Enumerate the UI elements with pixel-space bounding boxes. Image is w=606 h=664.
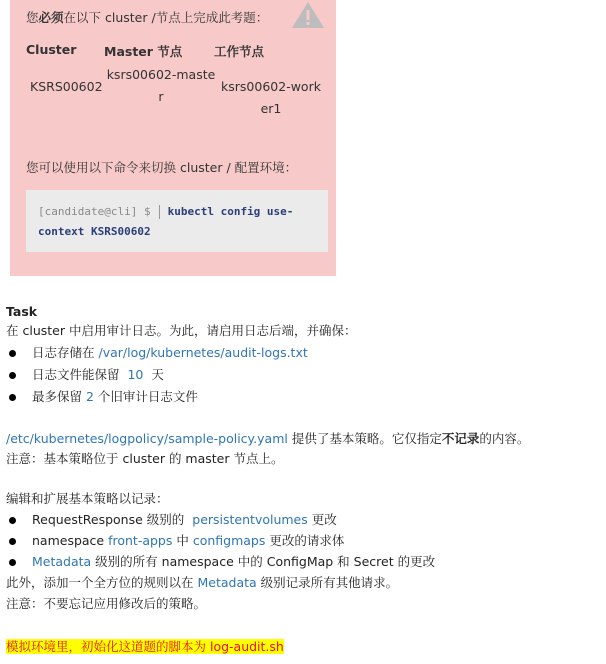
metadata-level: Metadata [32, 554, 92, 569]
simulation-note [6, 638, 284, 656]
extra-rule [6, 574, 398, 592]
col-worker: 工作节点 [214, 44, 265, 59]
command-box[interactable] [26, 190, 328, 252]
list-item [6, 532, 344, 550]
list-item-text: RequestResponse 级别的 [32, 512, 189, 527]
list-item [6, 388, 198, 406]
bullet-icon [9, 372, 16, 379]
pv-resource: persistentvolumes [192, 512, 308, 527]
bullet-icon [9, 350, 16, 357]
divider [159, 205, 160, 219]
warning-icon [290, 0, 326, 30]
col-cluster: Cluster [26, 42, 77, 57]
policy-text: 提供了基本策略。它仅指定 [287, 431, 442, 446]
policy-bold: 不记录 [441, 431, 480, 446]
extra-rule-text-end: 级别记录所有其他请求。 [256, 575, 399, 590]
master-value [106, 64, 216, 108]
worker-value-line2: er1 [260, 101, 282, 116]
list-item [6, 344, 308, 362]
notice-heading-post: 在以下 cluster /节点上完成此考题： [63, 10, 269, 25]
master-value-line1: ksrs00602-maste [106, 67, 216, 82]
list-item [6, 511, 337, 529]
shell-prompt: [candidate@cli] $ [38, 205, 151, 218]
list-item-text: 个旧审计日志文件 [93, 389, 198, 404]
worker-value-line1: ksrs00602-work [221, 79, 321, 94]
extend-heading: 编辑和扩展基本策略以记录： [6, 491, 169, 506]
bullet-icon [9, 538, 16, 545]
task-intro: 在 cluster 中启用审计日志。为此，请启用日志后端，并确保： [6, 323, 357, 338]
max-age-value: 10 [127, 367, 144, 382]
col-master: Master 节点 [104, 44, 183, 59]
simulation-note-text: 模拟环境里，初始化这道题的脚本为 log-audit.sh [6, 639, 284, 654]
list-item-text: 级别的所有 namespace 中的 ConfigMap 和 Secret 的更改 [91, 554, 436, 569]
list-item-text: 日志存储在 [32, 345, 99, 360]
max-backup-value: 2 [85, 389, 94, 404]
configmaps-resource: configmaps [192, 533, 266, 548]
task-title: Task [6, 304, 38, 319]
list-item-text: 最多保留 [32, 389, 86, 404]
policy-text-end: 的内容。 [479, 431, 530, 446]
list-item-text: 更改 [307, 512, 337, 527]
list-item [6, 553, 435, 571]
policy-path: /etc/kubernetes/logpolicy/sample-policy.yaml [6, 431, 288, 446]
note-master: 注意：基本策略位于 cluster 的 master 节点上。 [6, 451, 284, 466]
command-line1: kubectl config use- [167, 205, 294, 218]
notice-heading [26, 8, 268, 26]
list-item-text: 中 [172, 533, 193, 548]
notice-heading-pre: 您 [26, 10, 39, 25]
cluster-value: KSRS00602 [30, 79, 103, 94]
note-apply: 注意：不要忘记应用修改后的策略。 [6, 596, 207, 611]
worker-value [216, 76, 326, 120]
extra-rule-text: 此外，添加一个全方位的规则以在 [6, 575, 198, 590]
command-line2: context KSRS00602 [38, 225, 151, 238]
metadata-level: Metadata [197, 575, 257, 590]
master-value-line2: r [158, 89, 164, 104]
bullet-icon [9, 517, 16, 524]
exam-notice-box [10, 0, 336, 276]
list-item [6, 366, 164, 384]
list-item-text: 日志文件能保留 [32, 367, 124, 382]
namespace-name: front-apps [108, 533, 173, 548]
audit-log-path: /var/log/kubernetes/audit-logs.txt [98, 345, 308, 360]
list-item-text: namespace [32, 533, 109, 548]
list-item-text: 更改的请求体 [265, 533, 345, 548]
switch-context-text: 您可以使用以下命令来切换 cluster / 配置环境： [26, 160, 298, 175]
bullet-icon [9, 559, 16, 566]
bullet-icon [9, 394, 16, 401]
list-item-text: 天 [147, 367, 164, 382]
notice-heading-bold: 必须 [38, 10, 64, 25]
policy-line [6, 430, 529, 448]
